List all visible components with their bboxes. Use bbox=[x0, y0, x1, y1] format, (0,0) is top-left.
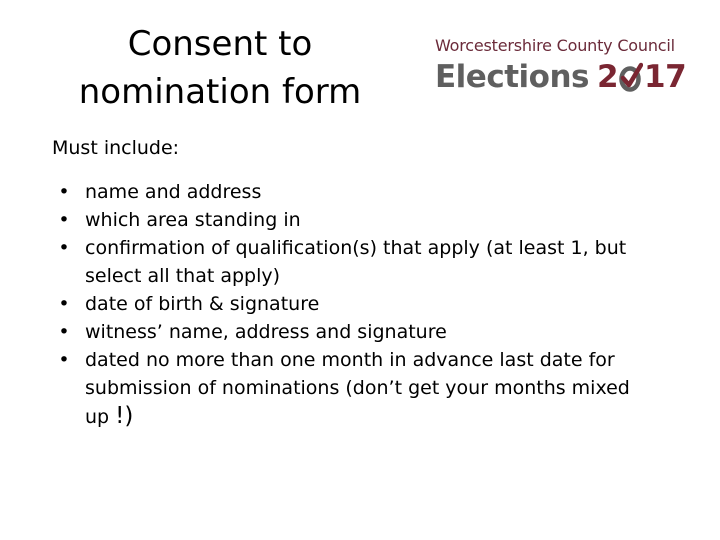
council-name: Worcestershire County Council bbox=[435, 36, 675, 55]
list-item bbox=[56, 206, 656, 234]
elections-word: Elections bbox=[435, 59, 589, 95]
bullet-icon: • bbox=[58, 349, 70, 371]
list-item-text: witness’ name, address and signature bbox=[85, 321, 447, 343]
bullet-icon: • bbox=[58, 321, 70, 343]
year-prefix: 2 bbox=[596, 59, 619, 95]
ballot-tick-zero-icon bbox=[619, 62, 643, 92]
elections-wordmark bbox=[435, 56, 695, 98]
list-item bbox=[56, 318, 656, 346]
list-item-text: confirmation of qualification(s) that apply (at least 1, but select all that apply) bbox=[85, 237, 627, 287]
elections-logo bbox=[435, 36, 695, 98]
list-item-text bbox=[85, 346, 656, 431]
bullet-icon: • bbox=[58, 181, 70, 203]
intro-text: Must include: bbox=[52, 137, 180, 159]
list-item bbox=[56, 346, 656, 431]
list-item-text: which area standing in bbox=[85, 209, 301, 231]
list-item-text: name and address bbox=[85, 181, 262, 203]
list-item-text: date of birth & signature bbox=[85, 293, 320, 315]
requirements-list bbox=[56, 178, 656, 431]
bullet-icon: • bbox=[58, 209, 70, 231]
elections-year bbox=[597, 59, 686, 95]
list-item-text-main: dated no more than one month in advance last date for submission of nominations (don’t get your months mixed up bbox=[85, 349, 630, 428]
list-item bbox=[56, 178, 656, 206]
list-item bbox=[56, 290, 656, 318]
list-item-text-tail: !) bbox=[115, 403, 134, 429]
bullet-icon: • bbox=[58, 237, 70, 259]
year-suffix: 17 bbox=[644, 59, 687, 95]
bullet-icon: • bbox=[58, 293, 70, 315]
list-item bbox=[56, 234, 656, 290]
slide-title: Consent to nomination form bbox=[78, 24, 362, 112]
